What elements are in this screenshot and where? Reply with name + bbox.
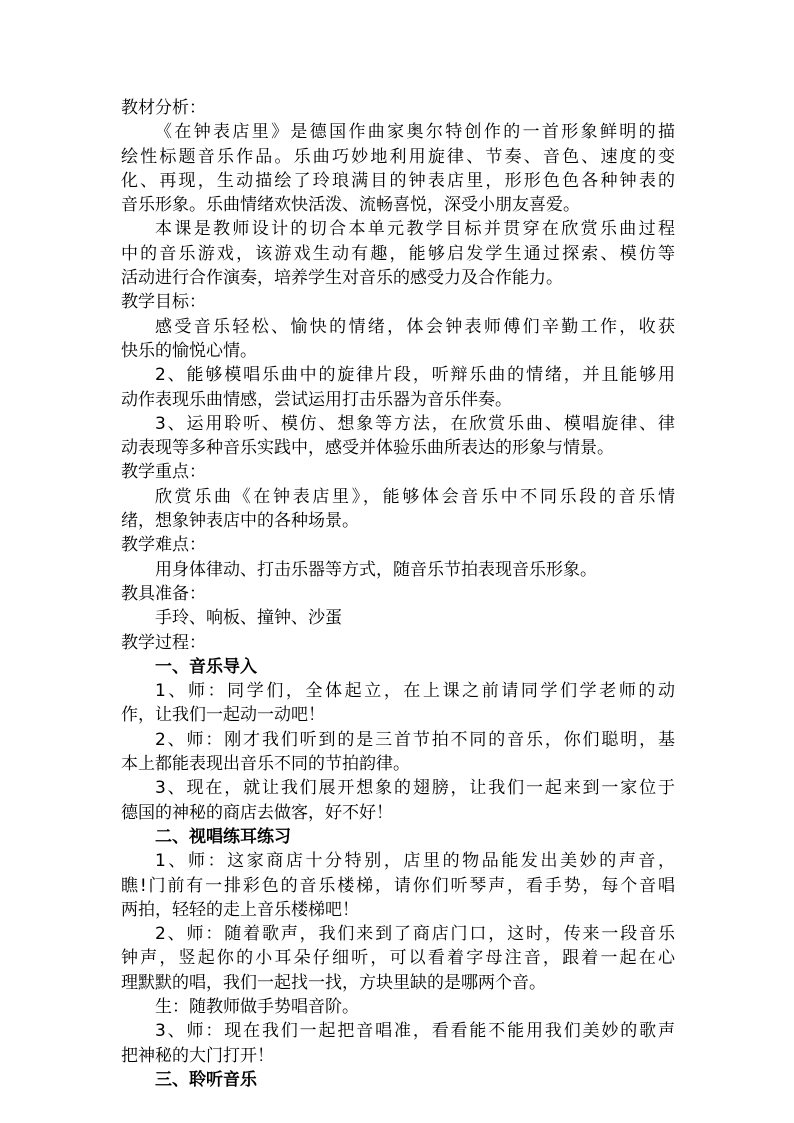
paragraph-line: 用身体律动、打击乐器等方式，随音乐节拍表现音乐形象。 — [155, 559, 597, 580]
section-title: 二、视唱练耳练习 — [155, 826, 291, 847]
goals-heading: 教学目标： — [121, 292, 206, 313]
paragraph-line: 3、师：现在我们一起把音唱准，看看能不能用我们美妙的歌声 — [155, 1021, 675, 1042]
paragraph-line: 活动进行合作演奏，培养学生对音乐的感受力及合作能力。 — [121, 268, 563, 289]
paragraph-line: 《在钟表店里》是德国作曲家奥尔特创作的一首形象鲜明的描 — [155, 122, 675, 143]
paragraph-line: 生：随教师做手势唱音阶。 — [155, 996, 359, 1017]
paragraph-line: 把神秘的大门打开！ — [121, 1045, 274, 1066]
paragraph-line: 1、师：同学们，全体起立，在上课之前请同学们学老师的动 — [155, 681, 675, 702]
paragraph-line: 中的音乐游戏，该游戏生动有趣，能够启发学生通过探索、模仿等 — [121, 243, 675, 264]
paragraph-line: 2、师：刚才我们听到的是三首节拍不同的音乐，你们聪明，基 — [155, 729, 675, 750]
paragraph-line: 2、师：随着歌声，我们来到了商店门口，这时，传来一段音乐 — [155, 924, 675, 945]
paragraph-line: 本课是教师设计的切合本单元教学目标并贯穿在欣赏乐曲过程 — [155, 219, 675, 240]
tools-heading: 教具准备： — [121, 583, 206, 604]
paragraph-line: 钟声，竖起你的小耳朵仔细听，可以看着字母注音，跟着一起在心 — [121, 948, 675, 969]
paragraph-line: 动作表现乐曲情感，尝试运用打击乐器为音乐伴奏。 — [121, 389, 512, 410]
paragraph-line: 1、师：这家商店十分特别，店里的物品能发出美妙的声音， — [155, 851, 675, 872]
paragraph-line: 感受音乐轻松、愉快的情绪，体会钟表师傅们辛勤工作，收获 — [155, 316, 675, 337]
paragraph-line: 手玲、响板、撞钟、沙蛋 — [155, 608, 342, 629]
paragraph-line: 作，让我们一起动一动吧！ — [121, 705, 325, 726]
paragraph-line: 德国的神秘的商店去做客，好不好！ — [121, 802, 393, 823]
paragraph-line: 快乐的愉悦心情。 — [121, 340, 257, 361]
paragraph-line: 3、运用聆听、模仿、想象等方法，在欣赏乐曲、模唱旋律、律 — [155, 413, 675, 434]
process-heading: 教学过程： — [121, 632, 206, 653]
difficulty-heading: 教学难点： — [121, 535, 206, 556]
key-points-heading: 教学重点： — [121, 462, 206, 483]
section-title: 一、音乐导入 — [155, 656, 257, 677]
paragraph-line: 理默默的唱，我们一起找一找，方块里缺的是哪两个音。 — [121, 972, 546, 993]
paragraph-line: 3、现在，就让我们展开想象的翅膀，让我们一起来到一家位于 — [155, 778, 675, 799]
paragraph-line: 绘性标题音乐作品。乐曲巧妙地利用旋律、节奏、音色、速度的变 — [121, 146, 675, 167]
material-heading: 教材分析： — [121, 98, 206, 118]
paragraph-line: 绪，想象钟表店中的各种场景。 — [121, 511, 359, 532]
paragraph-line: 本上都能表现出音乐不同的节拍韵律。 — [121, 754, 410, 775]
paragraph-line: 两拍，轻轻的走上音乐楼梯吧！ — [121, 899, 359, 920]
paragraph-line: 瞧!门前有一排彩色的音乐楼梯，请你们听琴声，看手势，每个音唱 — [121, 875, 675, 896]
section-title: 三、聆听音乐 — [155, 1069, 257, 1090]
paragraph-line: 动表现等多种音乐实践中，感受并体验乐曲所表达的形象与情景。 — [121, 438, 614, 459]
document-page — [121, 96, 675, 1092]
paragraph-line: 2、能够模唱乐曲中的旋律片段，听辩乐曲的情绪，并且能够用 — [155, 365, 675, 386]
paragraph-line: 欣赏乐曲《在钟表店里》，能够体会音乐中不同乐段的音乐情 — [155, 486, 675, 507]
paragraph-line: 化、再现，生动描绘了玲琅满目的钟表店里，形形色色各种钟表的 — [121, 170, 675, 191]
paragraph-line: 音乐形象。乐曲情绪欢快活泼、流畅喜悦，深受小朋友喜爱。 — [121, 195, 580, 216]
